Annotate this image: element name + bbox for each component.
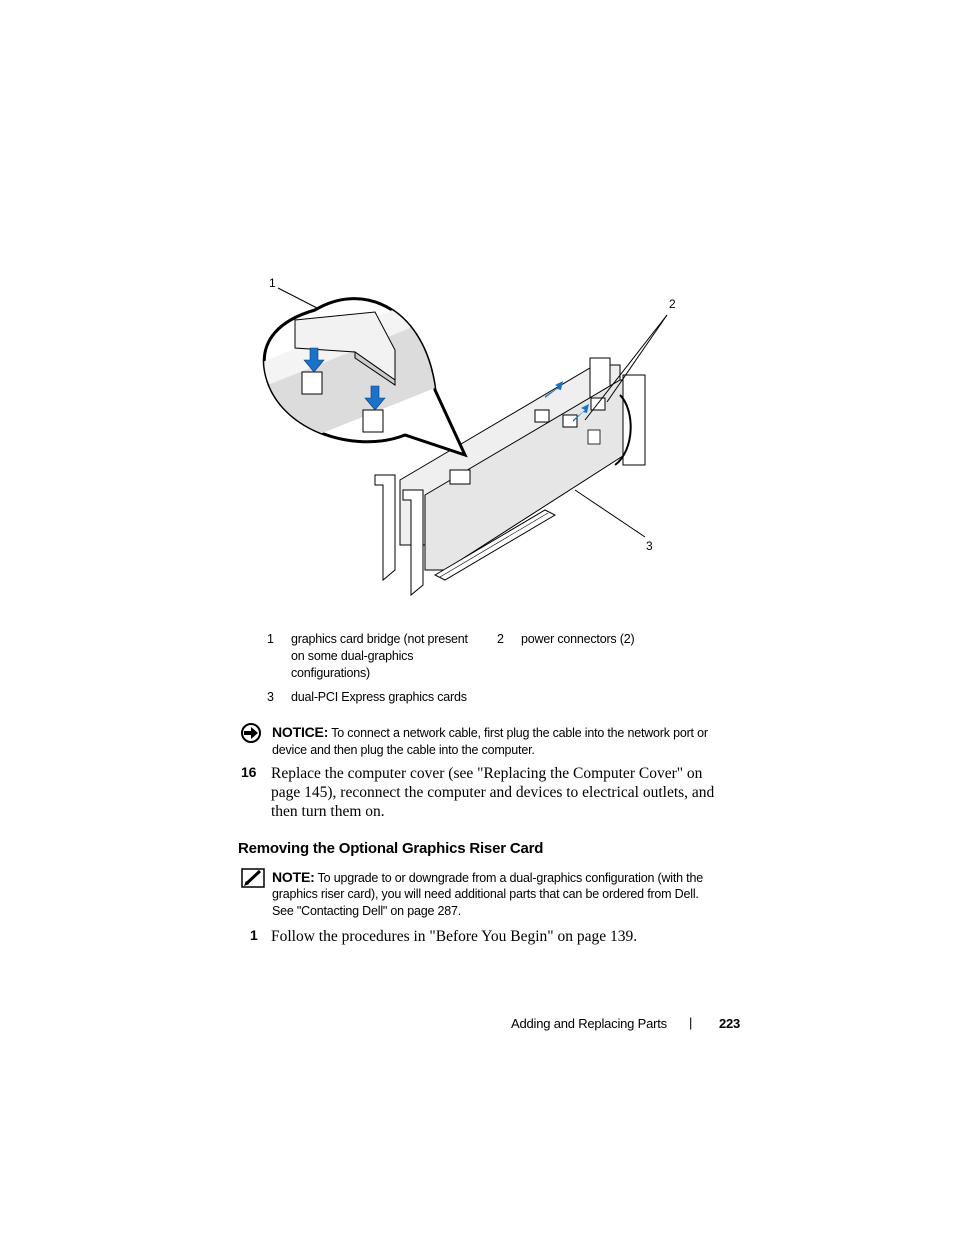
legend-num-3: 3 [267,690,274,704]
legend-text-1-line1: graphics card bridge (not present [291,632,468,646]
legend-text-1-line2: on some dual-graphics [291,649,414,663]
step-16-line3: then turn them on. [271,803,385,820]
legend-text-2: power connectors (2) [521,632,635,646]
section-heading: Removing the Optional Graphics Riser Card [238,840,544,857]
bridge-zoom-callout [255,285,465,460]
notice-text-line1: To connect a network cable, first plug the cable into the network port or [331,726,708,740]
step-1-text: Follow the procedures in "Before You Begin" on page 139. [271,928,638,945]
pencil-note-icon [241,868,265,888]
note-text-line3: See "Contacting Dell" on page 287. [272,904,462,918]
note-label: NOTE: [272,869,315,885]
callout-1: 1 [269,276,276,290]
graphics-card-illustration [255,270,695,600]
notice-label: NOTICE: [272,724,329,740]
notice-icon [240,723,264,743]
footer-section-title: Adding and Replacing Parts [511,1016,667,1031]
footer-separator: | [689,1015,693,1030]
step-16-number: 16 [241,764,257,780]
notice-text-line2: device and then plug the cable into the computer. [272,743,535,757]
callout-2: 2 [669,297,676,311]
legend-num-2: 2 [497,632,504,646]
legend-text-3: dual-PCI Express graphics cards [291,690,467,704]
legend-text-1-line3: configurations) [291,666,370,680]
step-16-line2: page 145), reconnect the computer and devices to electrical outlets, and [271,784,715,801]
note-text-line1: To upgrade to or downgrade from a dual-graphics configuration (with the [317,871,703,885]
callout-3: 3 [646,539,653,553]
step-16-line1: Replace the computer cover (see "Replacing the Computer Cover" on [271,765,703,782]
step-1-number: 1 [250,927,258,943]
legend-num-1: 1 [267,632,274,646]
note-text-line2: graphics riser card), you will need additional parts that can be ordered from Dell. [272,887,699,901]
page-number: 223 [719,1016,741,1031]
